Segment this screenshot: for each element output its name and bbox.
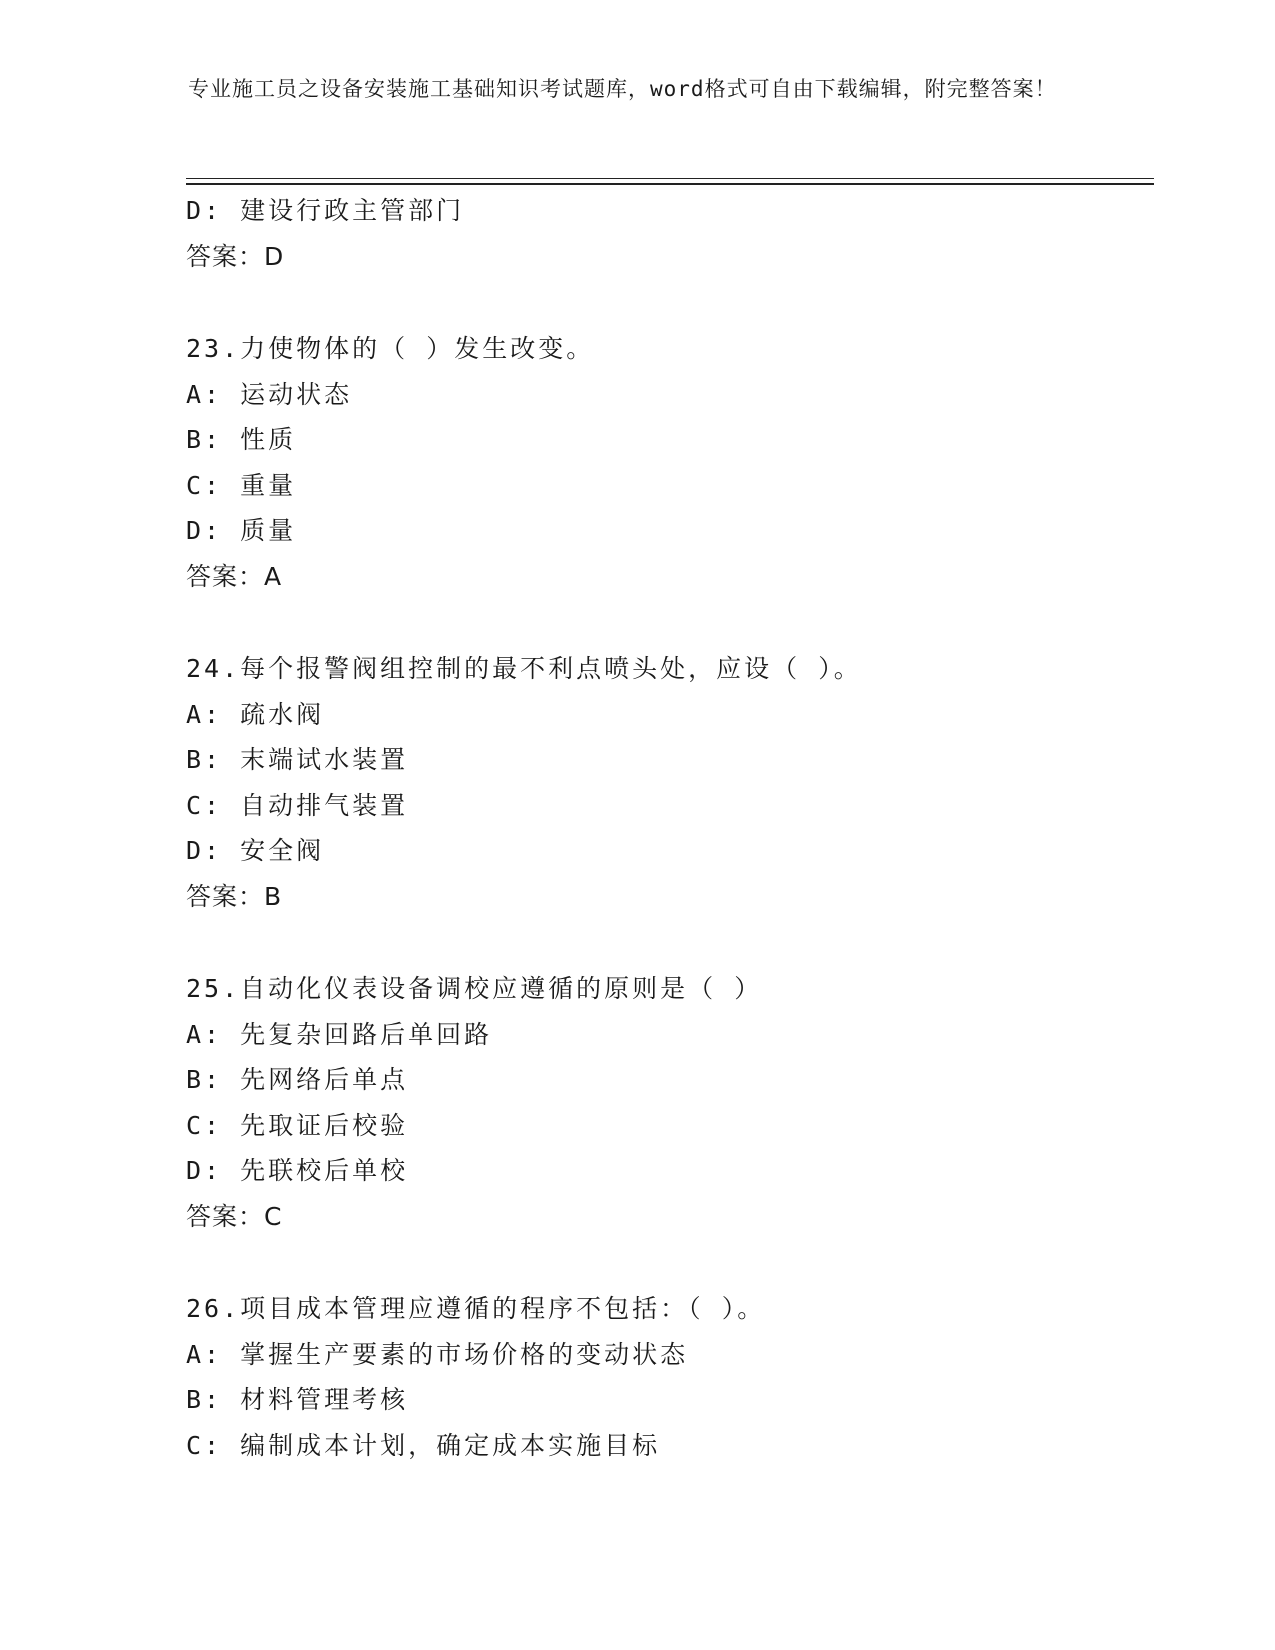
question-line: 25.自动化仪表设备调校应遵循的原则是（ ） — [186, 974, 763, 1003]
question-line: C: 自动排气装置 — [186, 790, 409, 820]
question-line: A: 运动状态 — [186, 379, 353, 409]
header-divider-thick — [186, 183, 1154, 185]
question-line: C: 先取证后校验 — [186, 1110, 409, 1140]
question-spacer — [186, 279, 1146, 326]
question-line: D: 先联校后单校 — [186, 1156, 409, 1185]
question-line: D: 质量 — [186, 516, 297, 545]
question-line: B: 材料管理考核 — [186, 1385, 409, 1414]
document-header: 专业施工员之设备安装施工基础知识考试题库，word格式可自由下载编辑，附完整答案！ — [188, 77, 1057, 101]
question-line: C: 重量 — [186, 470, 297, 500]
question-line: A: 先复杂回路后单回路 — [186, 1019, 493, 1049]
question-spacer — [186, 919, 1146, 966]
question-list — [186, 188, 1146, 1468]
question-line: B: 性质 — [186, 425, 297, 454]
answer-line: 答案：D — [186, 241, 285, 271]
question-line: 26.项目成本管理应遵循的程序不包括：（ ）。 — [186, 1294, 766, 1323]
question-spacer — [186, 1239, 1146, 1286]
question-line: D: 安全阀 — [186, 836, 325, 865]
question-line: 24.每个报警阀组控制的最不利点喷头处，应设（ ）。 — [186, 654, 862, 683]
question-line: B: 先网络后单点 — [186, 1065, 409, 1094]
question-line: 23.力使物体的（ ）发生改变。 — [186, 334, 595, 363]
question-line: D: 建设行政主管部门 — [186, 196, 465, 225]
question-line: C: 编制成本计划，确定成本实施目标 — [186, 1430, 661, 1460]
question-spacer — [186, 599, 1146, 646]
question-line: B: 末端试水装置 — [186, 745, 409, 774]
question-line: A: 疏水阀 — [186, 699, 325, 729]
answer-line: 答案：A — [186, 561, 283, 591]
question-line: A: 掌握生产要素的市场价格的变动状态 — [186, 1339, 689, 1369]
header-divider-thin — [186, 178, 1154, 179]
answer-line: 答案：B — [186, 881, 283, 911]
answer-line: 答案：C — [186, 1201, 283, 1231]
